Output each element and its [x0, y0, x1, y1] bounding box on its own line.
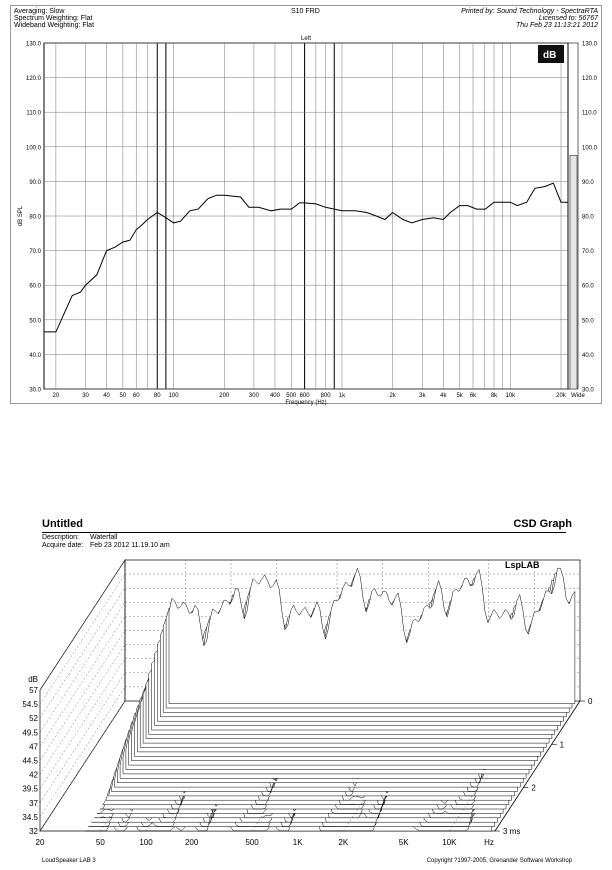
rta-x-tick: 10k	[505, 393, 516, 399]
rta-y-axis-label: dB SPL	[18, 205, 24, 227]
csd-x-tick: 2K	[338, 838, 349, 847]
csd-graph-label: CSD Graph	[513, 518, 572, 530]
rta-y-tick-left: 30.0	[29, 387, 41, 394]
rta-x-tick: 5k	[456, 393, 463, 399]
description-label: Description:	[42, 534, 79, 541]
rta-x-tick: 2k	[389, 393, 396, 399]
rta-chart-title: Left	[300, 36, 312, 42]
rta-x-tick: 20k	[556, 393, 566, 399]
rta-y-tick-right: 110.0	[582, 110, 597, 117]
csd-left-grid-h	[40, 616, 125, 746]
rta-x-tick: 8k	[490, 393, 498, 399]
csd-footer-left: LoudSpeaker LAB 3	[42, 858, 96, 864]
csd-y-tick: 39.5	[22, 784, 38, 794]
lsplab-brand: LspLAB	[505, 560, 540, 570]
rta-x-tick: 4k	[440, 393, 447, 399]
rta-chart	[0, 0, 612, 410]
csd-z-tick: 0	[588, 697, 593, 706]
rta-y-tick-right: 30.0	[582, 387, 594, 394]
rta-y-tick-left: 90.0	[29, 179, 41, 186]
rta-x-tick: 3k	[419, 393, 426, 399]
csd-z-tick: 1	[559, 740, 565, 750]
csd-y-tick: 54.5	[22, 700, 38, 710]
rta-y-tick-right: 100.0	[582, 145, 598, 152]
csd-x-tick: 5K	[398, 838, 409, 847]
csd-page-title: Untitled	[42, 518, 83, 530]
csd-x-tick: 1K	[292, 838, 303, 847]
csd-y-tick: 32	[29, 827, 38, 836]
csd-z-tick: 3 ms	[503, 827, 521, 836]
csd-x-tick: 20	[35, 838, 45, 847]
rta-y-tick-left: 40.0	[29, 352, 41, 359]
rta-y-tick-left: 120.0	[25, 76, 41, 83]
csd-y-tick: 49.5	[22, 728, 38, 738]
rta-y-tick-right: 50.0	[582, 318, 594, 325]
rta-x-tick: 60	[132, 393, 140, 399]
rta-x-tick: 600	[299, 393, 310, 399]
csd-y-tick: 57	[29, 686, 38, 695]
csd-left-grid-h	[40, 602, 125, 732]
rta-y-tick-right: 60.0	[582, 283, 594, 290]
wide-level-bar	[570, 155, 577, 389]
rta-y-tick-left: 80.0	[29, 214, 41, 221]
rta-y-tick-left: 130.0	[25, 41, 41, 48]
rta-y-tick-right: 90.0	[582, 179, 594, 186]
csd-left-grid-h	[40, 645, 125, 775]
license-label: Licensed to: 56767	[538, 15, 598, 22]
rta-x-tick: 40	[103, 393, 110, 399]
averaging-label: Averaging: Slow	[14, 8, 65, 15]
csd-waterfall-chart	[0, 550, 612, 860]
csd-y-tick: 42	[29, 770, 38, 780]
csd-x-tick: 10K	[442, 838, 457, 847]
rta-y-tick-left: 70.0	[29, 249, 41, 256]
csd-x-tick: 100	[139, 838, 153, 847]
csd-x-axis-label: Hz	[484, 838, 494, 847]
csd-y-tick: 34.5	[22, 812, 38, 822]
rta-x-tick: 400	[269, 393, 280, 399]
wideband-weighting-label: Wideband Weighting: Flat	[14, 22, 95, 29]
rta-x-tick: 500	[286, 393, 297, 399]
rta-y-tick-left: 60.0	[29, 283, 41, 290]
csd-left-grid-h	[40, 574, 125, 704]
rta-y-tick-left: 50.0	[29, 318, 41, 325]
rta-chart-panel	[0, 0, 612, 410]
csd-y-axis-label: dB	[28, 675, 38, 684]
rta-x-tick: 20	[52, 393, 60, 399]
rta-y-tick-right: 130.0	[582, 41, 598, 48]
rta-x-tick: 1k	[338, 393, 346, 399]
csd-z-tick: 2	[531, 783, 536, 793]
csd-left-grid-h	[40, 631, 125, 761]
csd-left-grid-h	[40, 659, 125, 789]
rta-header-title: S10 FRD	[291, 8, 320, 15]
csd-left-grid-h	[40, 588, 125, 718]
rta-x-tick: 300	[248, 393, 259, 399]
csd-y-tick: 44.5	[22, 756, 38, 766]
rta-x-tick: 30	[82, 393, 89, 399]
csd-y-tick: 47	[29, 742, 38, 752]
description-value: Waterfall	[90, 534, 118, 541]
rta-x-tick: 200	[219, 393, 230, 399]
csd-y-tick: 52	[29, 714, 38, 724]
csd-panel	[0, 510, 612, 870]
rta-x-tick: 6k	[469, 393, 477, 399]
rta-y-tick-right: 70.0	[582, 249, 594, 256]
acquire-date-label: Acquire date:	[42, 542, 84, 549]
spectrum-weighting-label: Spectrum Weighting: Flat	[14, 15, 93, 22]
rta-y-tick-left: 110.0	[26, 110, 41, 117]
rta-x-tick: 80	[153, 393, 161, 399]
rta-x-tick: 50	[119, 393, 127, 399]
csd-x-tick: 50	[95, 838, 105, 847]
rta-x-tick: 800	[320, 393, 331, 399]
csd-divider	[42, 532, 566, 533]
printed-by-label: Printed by: Sound Technology - SpectraRTA	[461, 8, 598, 15]
csd-x-tick: 200	[184, 838, 199, 847]
rta-y-tick-left: 100.0	[25, 145, 41, 152]
wide-bar-label: Wide	[571, 393, 585, 399]
rta-x-axis-label: Frequency (Hz)	[285, 400, 327, 406]
spectrartalogo-icon	[538, 45, 564, 63]
rta-x-tick: 100	[168, 393, 179, 399]
csd-footer-right: Copyright ?1997-2005, Grenander Software Workshop	[426, 858, 572, 864]
rta-y-tick-right: 40.0	[582, 352, 594, 359]
logo-text: dB	[543, 50, 557, 61]
rta-y-tick-right: 80.0	[582, 214, 594, 221]
csd-y-tick: 37	[29, 798, 38, 808]
csd-x-tick: 500	[245, 838, 259, 847]
csd-slice	[169, 568, 575, 703]
rta-y-tick-right: 120.0	[582, 76, 598, 83]
datetime-label: Thu Feb 23 11:13:21 2012	[516, 22, 598, 29]
acquire-date-value: Feb 23 2012 11.19.10 am	[90, 542, 170, 549]
